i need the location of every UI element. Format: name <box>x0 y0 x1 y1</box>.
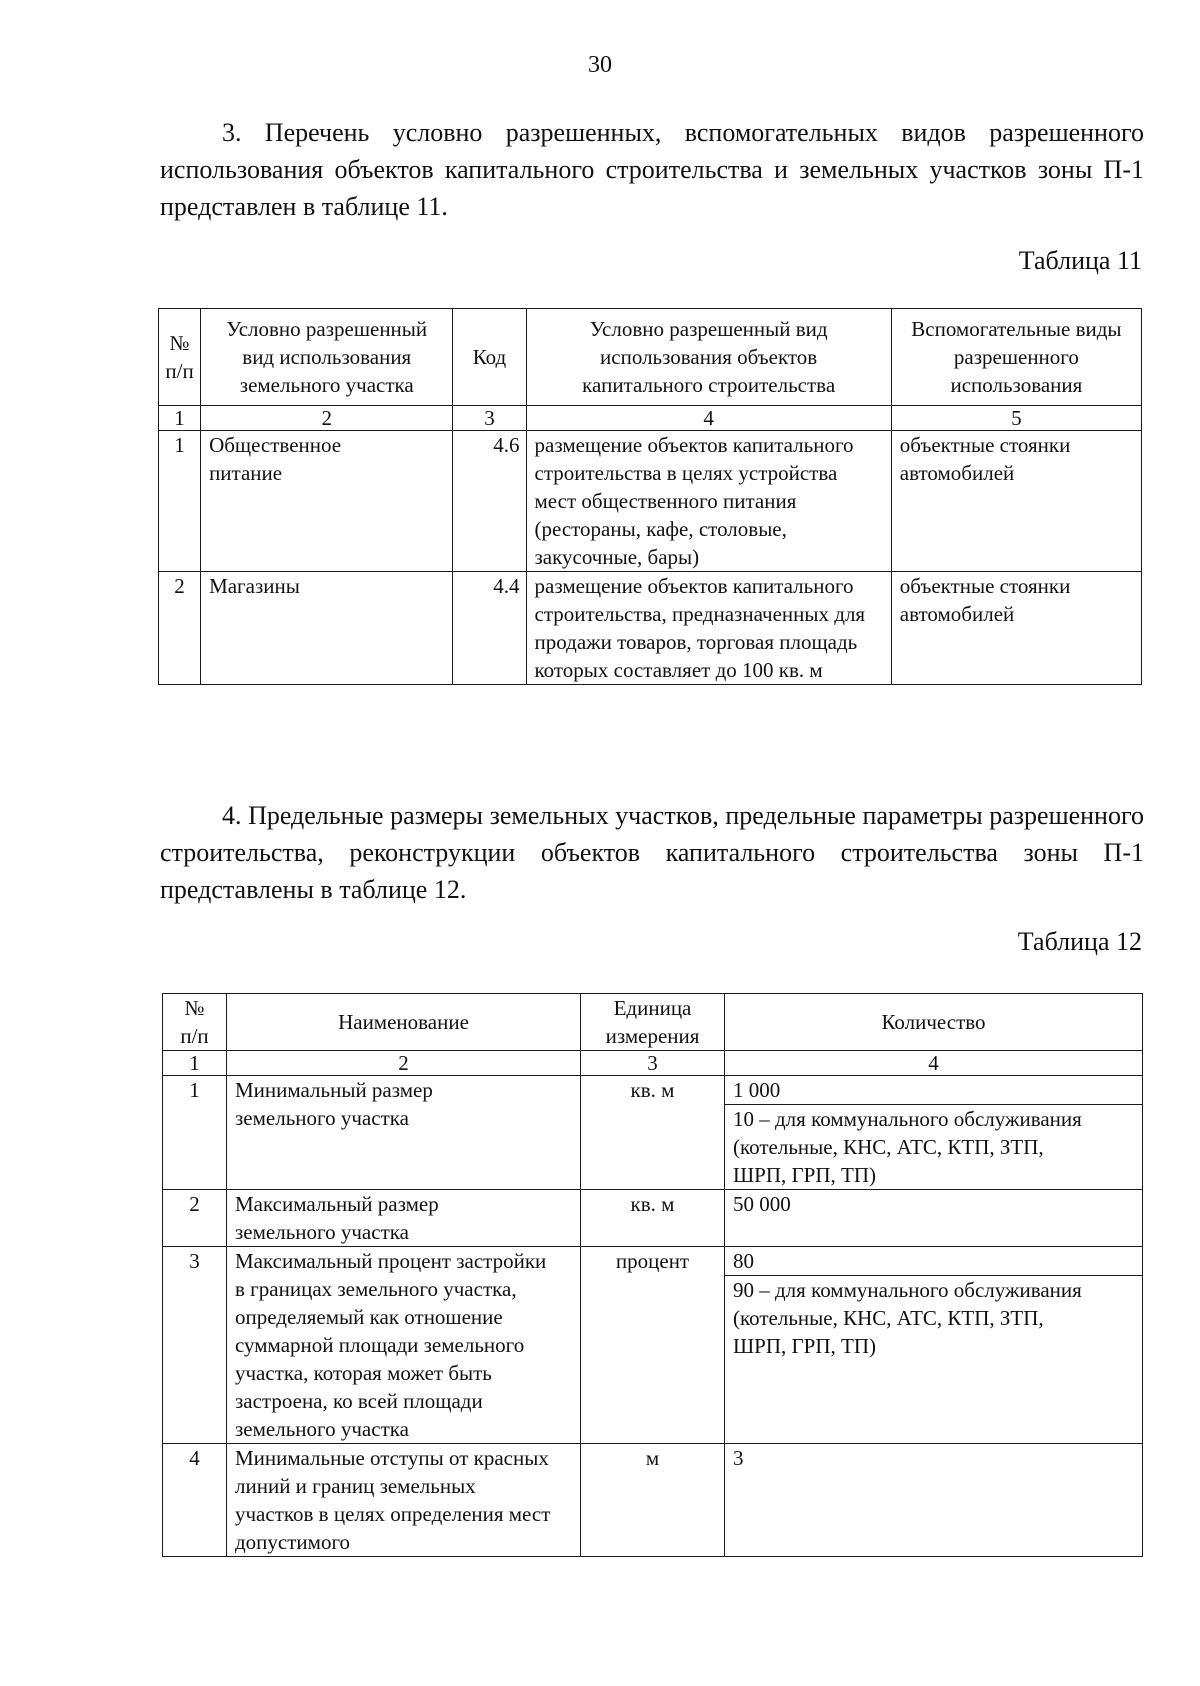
quantity-note: 90 – для коммунального обслуживания (котельные, КНС, АТС, КТП, ЗТП, ШРП, ГРП, ТП) <box>733 1278 1082 1358</box>
header-cell: № п/п <box>159 309 201 406</box>
header-cell: Количество <box>725 994 1143 1051</box>
page-number: 30 <box>588 52 612 78</box>
header-cell: Наименование <box>227 994 581 1051</box>
unit-cell: м <box>581 1444 725 1557</box>
table-12-column-numbers <box>163 1051 1143 1076</box>
paragraph-3: 3. Перечень условно разрешенных, вспомогательных видов разрешенного использования объектов капитального строительства и земельных участков зоны П-1 представлен в таблице 11. <box>160 118 1144 221</box>
quantity-main: 1 000 <box>725 1076 1142 1105</box>
row-number: 2 <box>163 1190 227 1247</box>
column-number: 2 <box>227 1051 581 1076</box>
table-12-header-row <box>163 994 1143 1051</box>
table-row <box>159 572 1142 685</box>
unit-cell: процент <box>581 1247 725 1444</box>
table-11-header-row <box>159 309 1142 406</box>
unit-cell: кв. м <box>581 1076 725 1190</box>
row-number: 1 <box>159 431 201 572</box>
land-use-cell: Общественное питание <box>201 431 453 572</box>
quantity-main: 80 <box>725 1247 1142 1276</box>
quantity-cell: 3 <box>725 1444 1143 1557</box>
name-cell: Минимальные отступы от красных линий и границ земельных участков в целях определения мест допустимого <box>227 1444 581 1557</box>
name-cell: Максимальный размер земельного участка <box>227 1190 581 1247</box>
auxiliary-use-cell: объектные стоянки автомобилей <box>891 431 1141 572</box>
column-number: 1 <box>159 406 201 431</box>
header-cell: Код <box>453 309 526 406</box>
quantity-cell: 50 000 <box>725 1190 1143 1247</box>
header-cell: Единица измерения <box>581 994 725 1051</box>
header-cell: Условно разрешенный вид использования земельного участка <box>201 309 453 406</box>
name-cell: Максимальный процент застройки в границах земельного участка, определяемый как отношение суммарной площади земельного участка, которая может быть застроена, ко всей площади земельного участка <box>227 1247 581 1444</box>
table-row <box>163 1190 1143 1247</box>
quantity-note: 10 – для коммунального обслуживания (котельные, КНС, АТС, КТП, ЗТП, ШРП, ГРП, ТП) <box>733 1107 1082 1187</box>
column-number: 4 <box>725 1051 1143 1076</box>
code-cell: 4.4 <box>453 572 526 685</box>
column-number: 5 <box>891 406 1141 431</box>
header-cell: Условно разрешенный вид использования объектов капитального строительства <box>526 309 891 406</box>
row-number: 2 <box>159 572 201 685</box>
column-number: 3 <box>581 1051 725 1076</box>
paragraph-4: 4. Предельные размеры земельных участков, предельные параметры разрешенного строительства, реконструкции объектов капитального строительства зоны П-1 представлены в таблице 12. <box>160 801 1144 904</box>
header-cell: № п/п <box>163 994 227 1051</box>
name-cell: Минимальный размер земельного участка <box>227 1076 581 1190</box>
row-number: 4 <box>163 1444 227 1557</box>
quantity-cell <box>725 1076 1143 1190</box>
table-row <box>159 431 1142 572</box>
column-number: 3 <box>453 406 526 431</box>
row-number: 3 <box>163 1247 227 1444</box>
table-11-column-numbers <box>159 406 1142 431</box>
table-row <box>163 1076 1143 1190</box>
table-12 <box>162 993 1143 1557</box>
table-11-caption: Таблица 11 <box>1018 246 1142 275</box>
quantity-cell <box>725 1247 1143 1444</box>
code-cell: 4.6 <box>453 431 526 572</box>
table-row <box>163 1444 1143 1557</box>
column-number: 2 <box>201 406 453 431</box>
unit-cell: кв. м <box>581 1190 725 1247</box>
capital-use-cell: размещение объектов капитального строительства в целях устройства мест общественного питания (рестораны, кафе, столовые, закусочные, бары) <box>526 431 891 572</box>
land-use-cell: Магазины <box>201 572 453 685</box>
row-number: 1 <box>163 1076 227 1190</box>
table-11 <box>158 308 1142 685</box>
table-12-caption: Таблица 12 <box>1017 927 1142 956</box>
auxiliary-use-cell: объектные стоянки автомобилей <box>891 572 1141 685</box>
column-number: 1 <box>163 1051 227 1076</box>
table-row <box>163 1247 1143 1444</box>
column-number: 4 <box>526 406 891 431</box>
capital-use-cell: размещение объектов капитального строительства, предназначенных для продажи товаров, торговая площадь которых составляет до 100 кв. м <box>526 572 891 685</box>
header-cell: Вспомогательные виды разрешенного использования <box>891 309 1141 406</box>
